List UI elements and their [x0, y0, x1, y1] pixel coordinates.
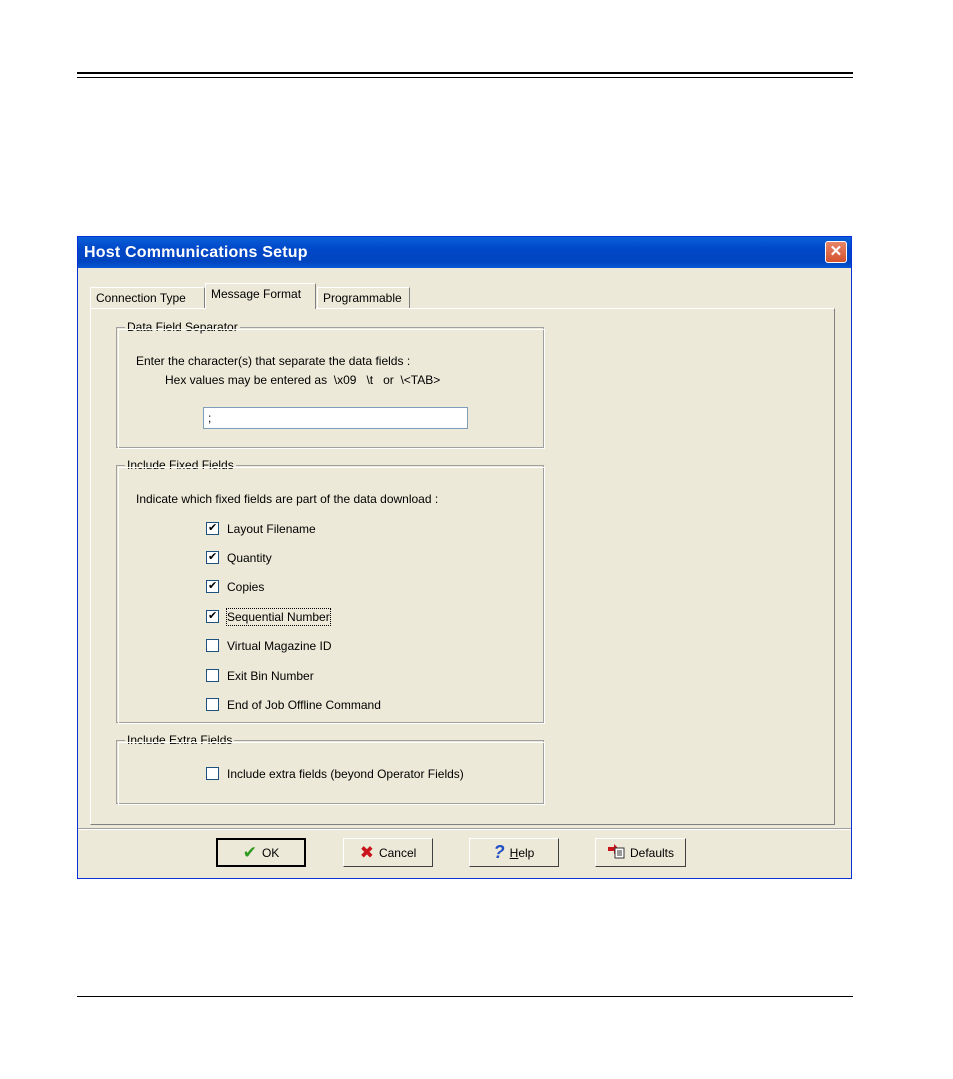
host-communications-dialog [77, 236, 852, 879]
help-accelerator: H [509, 845, 519, 860]
help-button[interactable] [469, 838, 559, 867]
page-rule-top [77, 72, 853, 74]
checkbox-box[interactable] [206, 580, 219, 593]
help-label-rest: elp [518, 845, 535, 860]
checkbox-box[interactable] [206, 698, 219, 711]
checkbox-box[interactable] [206, 551, 219, 564]
checkbox-label: Layout Filename [227, 522, 316, 536]
defaults-icon [607, 843, 625, 862]
page-rule-bottom [77, 996, 853, 997]
close-icon: ✕ [829, 243, 843, 260]
dialog-titlebar[interactable] [78, 237, 851, 268]
checkbox-box[interactable] [206, 522, 219, 535]
separator-instruction: Enter the character(s) that separate the data fields : [136, 354, 411, 368]
button-bar-divider-highlight [78, 829, 851, 830]
fixed-fields-group [116, 458, 544, 723]
defaults-button[interactable] [595, 838, 686, 867]
checkbox-label: Virtual Magazine ID [227, 639, 332, 653]
extra-fields-legend: Include Extra Fields [127, 733, 233, 747]
defaults-label: Defaults [629, 845, 675, 860]
help-label [510, 846, 535, 860]
cancel-button[interactable] [343, 838, 433, 867]
tab-programmable[interactable]: Programmable [317, 287, 410, 308]
cancel-label: Cancel [378, 845, 417, 860]
checkbox-label: Quantity [227, 551, 272, 565]
x-icon: ✖ [359, 842, 374, 862]
tab-connection-type[interactable]: Connection Type [90, 287, 205, 308]
tab-panel-message-format [90, 308, 835, 825]
extra-fields-group [116, 733, 544, 804]
fixed-fields-legend: Include Fixed Fields [127, 458, 234, 472]
checkbox-box[interactable] [206, 610, 219, 623]
data-field-separator-group [116, 320, 544, 448]
checkbox-label: Copies [227, 580, 265, 594]
checkmark-icon: ✔ [242, 842, 257, 862]
data-field-separator-legend: Data Field Separator [127, 320, 238, 334]
checkbox-label: Exit Bin Number [227, 669, 314, 683]
checkbox-label: Include extra fields (beyond Operator Fields) [227, 767, 464, 781]
fixed-fields-instruction: Indicate which fixed fields are part of the data download : [136, 492, 439, 506]
checkbox-label: Sequential Number [227, 610, 330, 624]
question-icon: ? [493, 842, 505, 862]
checkbox-box[interactable] [206, 767, 219, 780]
checkbox-label: End of Job Offline Command [227, 698, 381, 712]
ok-label: OK [261, 845, 280, 860]
checkbox-box[interactable] [206, 669, 219, 682]
separator-input[interactable]: ; [203, 407, 468, 429]
ok-button[interactable] [216, 838, 306, 867]
tab-message-format[interactable]: Message Format [205, 283, 316, 309]
separator-hint: Hex values may be entered as \x09 \t or \<TAB> [165, 373, 441, 387]
page-rule-top-thin [77, 77, 853, 78]
dialog-title: Host Communications Setup [84, 244, 308, 261]
checkbox-box[interactable] [206, 639, 219, 652]
close-button[interactable] [825, 241, 847, 263]
